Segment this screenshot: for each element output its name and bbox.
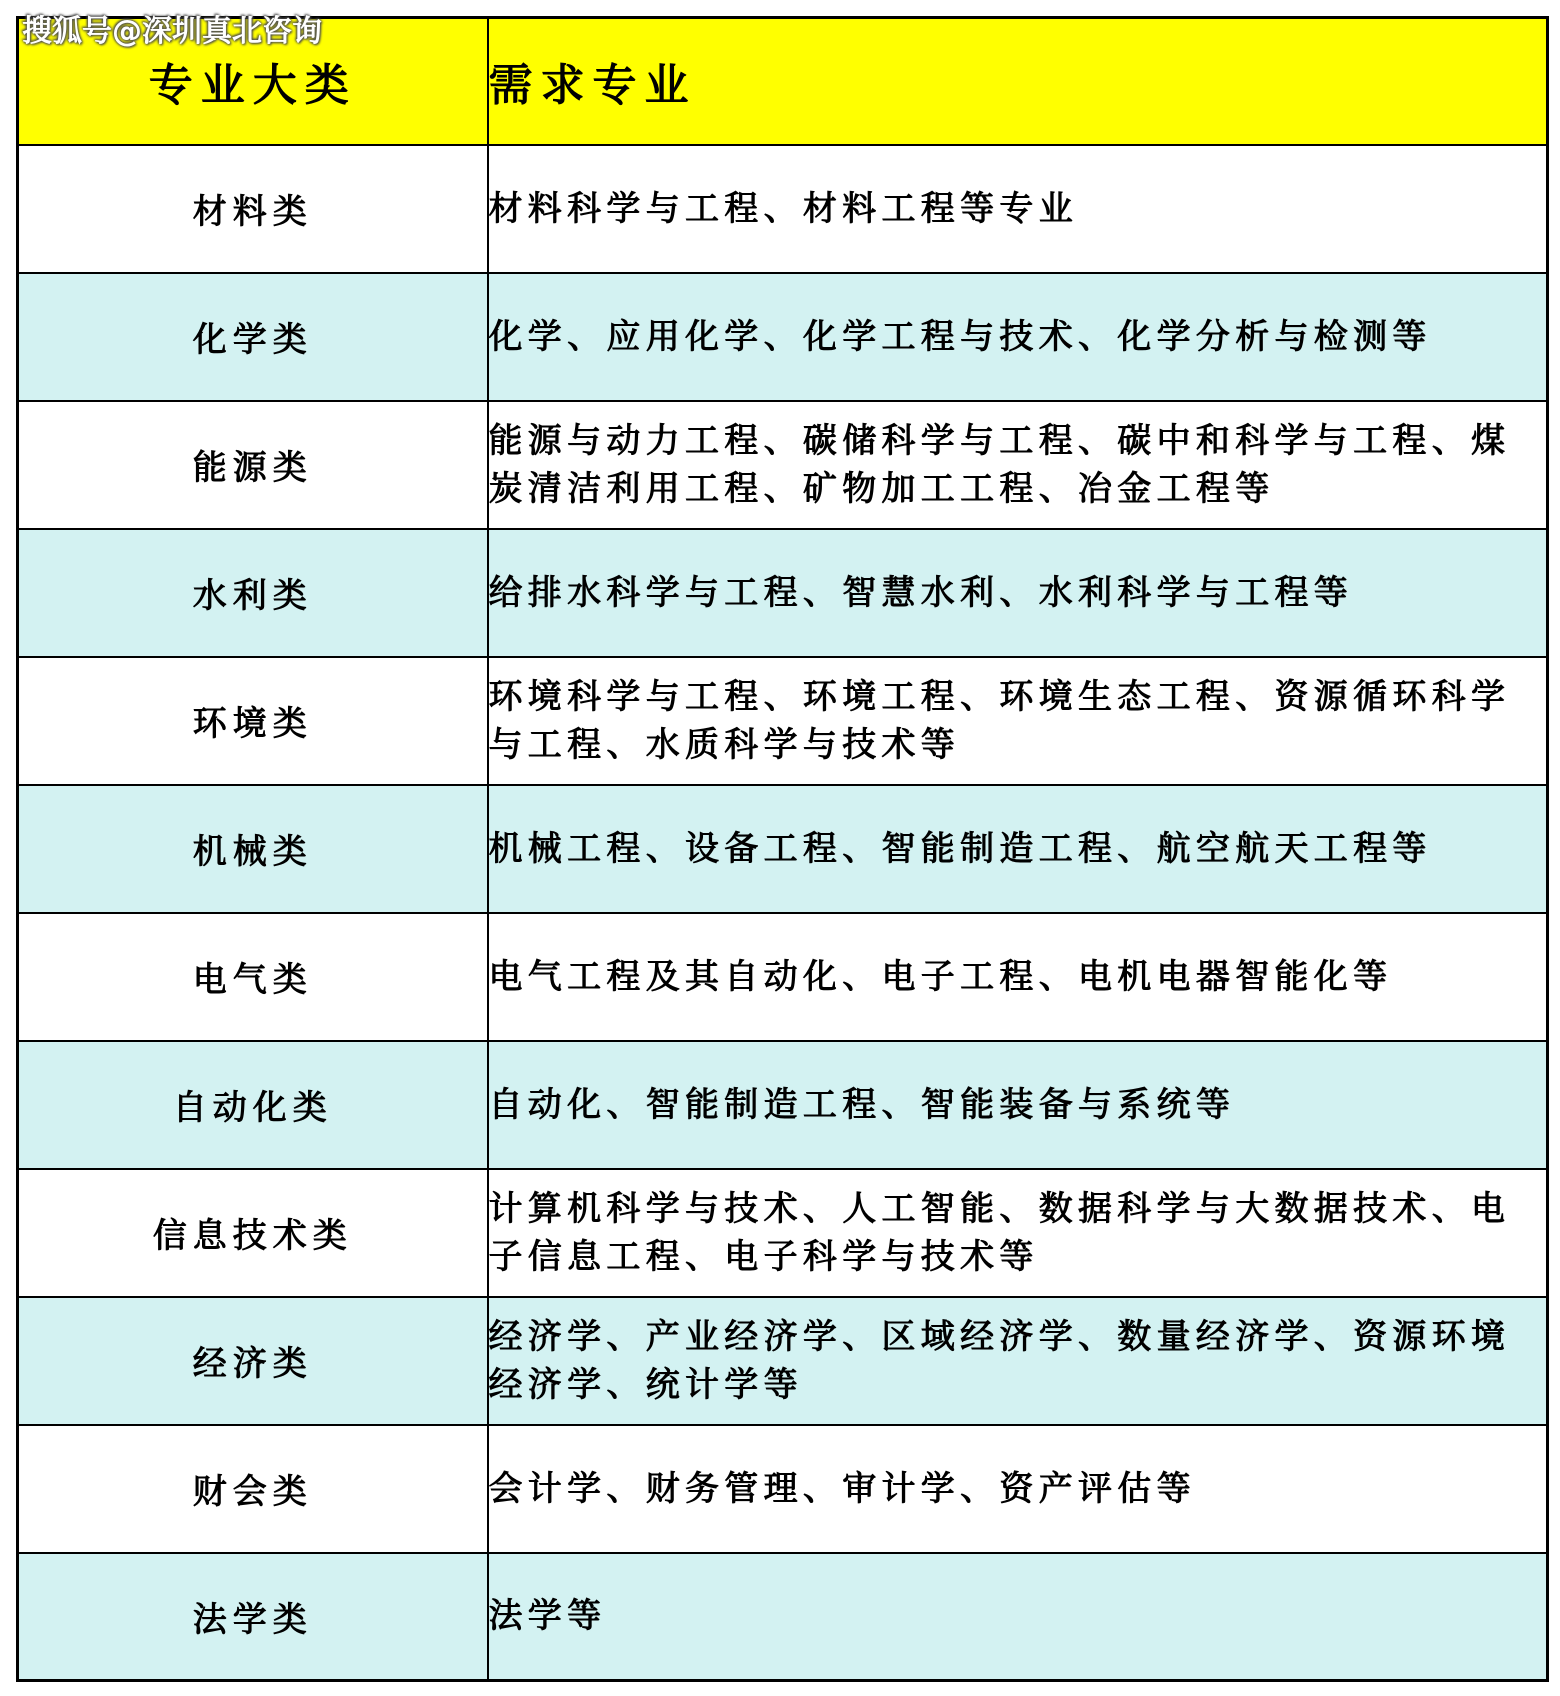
table-row xyxy=(18,657,1548,785)
watermark: 搜狐号@深圳真北咨询 xyxy=(22,14,322,49)
category-cell: 材料类 xyxy=(18,145,488,273)
majors-cell: 电气工程及其自动化、电子工程、电机电器智能化等 xyxy=(488,913,1548,1041)
majors-cell: 计算机科学与技术、人工智能、数据科学与大数据技术、电子信息工程、电子科学与技术等 xyxy=(488,1169,1548,1297)
majors-cell: 会计学、财务管理、审计学、资产评估等 xyxy=(488,1425,1548,1553)
majors-cell: 法学等 xyxy=(488,1553,1548,1681)
category-cell: 财会类 xyxy=(18,1425,488,1553)
category-cell: 信息技术类 xyxy=(18,1169,488,1297)
table-row xyxy=(18,1041,1548,1169)
table-row xyxy=(18,273,1548,401)
table-row xyxy=(18,529,1548,657)
majors-cell: 机械工程、设备工程、智能制造工程、航空航天工程等 xyxy=(488,785,1548,913)
majors-cell: 环境科学与工程、环境工程、环境生态工程、资源循环科学与工程、水质科学与技术等 xyxy=(488,657,1548,785)
table-row xyxy=(18,913,1548,1041)
majors-cell: 给排水科学与工程、智慧水利、水利科学与工程等 xyxy=(488,529,1548,657)
category-cell: 化学类 xyxy=(18,273,488,401)
table-row xyxy=(18,1553,1548,1681)
category-cell: 机械类 xyxy=(18,785,488,913)
majors-cell: 经济学、产业经济学、区域经济学、数量经济学、资源环境经济学、统计学等 xyxy=(488,1297,1548,1425)
table-row xyxy=(18,785,1548,913)
category-cell: 环境类 xyxy=(18,657,488,785)
category-cell: 水利类 xyxy=(18,529,488,657)
majors-cell: 材料科学与工程、材料工程等专业 xyxy=(488,145,1548,273)
table-row xyxy=(18,1425,1548,1553)
header-majors: 需求专业 xyxy=(488,18,1548,145)
table-row xyxy=(18,401,1548,529)
category-cell: 法学类 xyxy=(18,1553,488,1681)
majors-cell: 化学、应用化学、化学工程与技术、化学分析与检测等 xyxy=(488,273,1548,401)
table-row xyxy=(18,145,1548,273)
category-cell: 经济类 xyxy=(18,1297,488,1425)
header-category: 专业大类 xyxy=(18,18,488,145)
majors-table xyxy=(16,16,1549,1682)
category-cell: 电气类 xyxy=(18,913,488,1041)
category-cell: 能源类 xyxy=(18,401,488,529)
majors-cell: 能源与动力工程、碳储科学与工程、碳中和科学与工程、煤炭清洁利用工程、矿物加工工程、冶金工程等 xyxy=(488,401,1548,529)
category-cell: 自动化类 xyxy=(18,1041,488,1169)
table-row xyxy=(18,1297,1548,1425)
table-row xyxy=(18,1169,1548,1297)
majors-cell: 自动化、智能制造工程、智能装备与系统等 xyxy=(488,1041,1548,1169)
